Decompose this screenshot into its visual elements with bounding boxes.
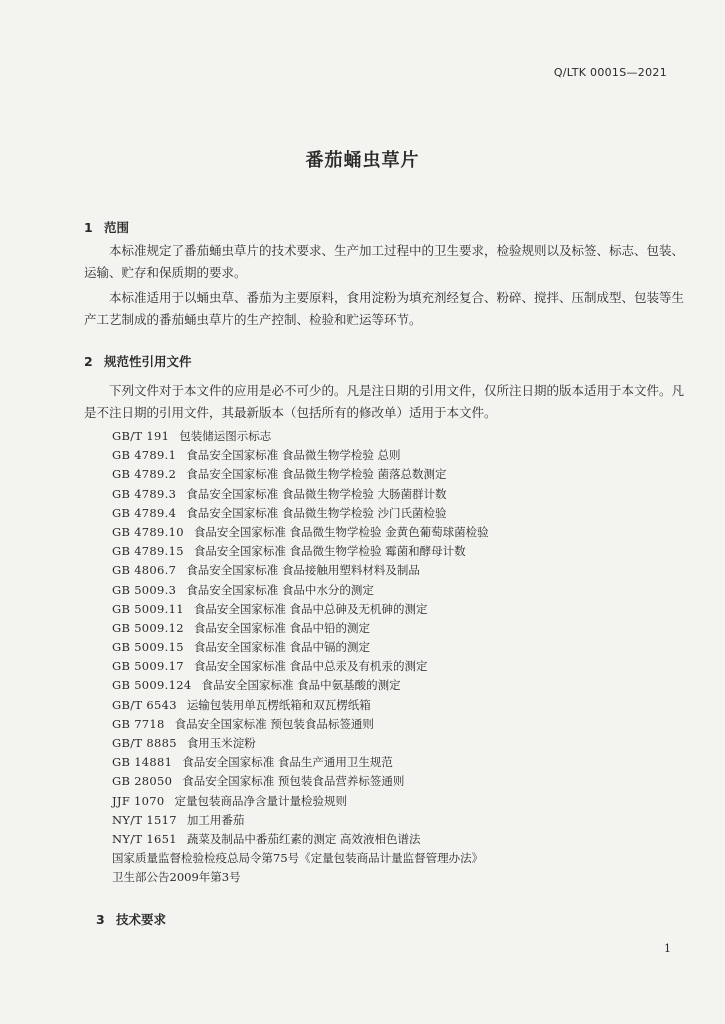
reference-title: 食品安全国家标准 食品微生物学检验 菌落总数测定 xyxy=(186,467,447,482)
section-number: 1 xyxy=(84,220,93,235)
reference-title: 食品安全国家标准 食品生产通用卫生规范 xyxy=(182,755,393,770)
reference-code: JJF 1070 xyxy=(112,793,165,808)
reference-item xyxy=(112,812,672,831)
reference-code: GB 5009.15 xyxy=(112,640,184,655)
reference-title: 食品安全国家标准 食品中水分的测定 xyxy=(186,582,374,597)
reference-title: 定量包装商品净含量计量检验规则 xyxy=(174,793,348,808)
reference-item xyxy=(112,447,672,466)
reference-item xyxy=(112,562,672,581)
reference-item xyxy=(112,793,672,812)
section-number: 2 xyxy=(84,354,93,369)
section-title: 范围 xyxy=(104,220,130,235)
reference-item xyxy=(112,543,672,562)
reference-title: 加工用番茄 xyxy=(186,812,245,827)
reference-code: GB/T 8885 xyxy=(112,736,177,750)
reference-code: GB 4789.15 xyxy=(112,544,184,559)
reference-code: GB 7718 xyxy=(112,716,165,731)
reference-item xyxy=(112,524,672,543)
reference-item xyxy=(112,582,672,601)
reference-title: 食品安全国家标准 食品中铅的测定 xyxy=(193,620,371,635)
reference-item xyxy=(112,505,672,524)
reference-item xyxy=(112,466,672,485)
reference-item xyxy=(112,697,672,716)
reference-item xyxy=(112,486,672,505)
reference-title: 国家质量监督检验检疫总局令第75号《定量包装商品计量监督管理办法》 xyxy=(112,851,484,866)
reference-title: 食品安全国家标准 食品微生物学检验 大肠菌群计数 xyxy=(186,486,447,501)
reference-code: GB 14881 xyxy=(112,755,173,770)
section-number: 3 xyxy=(96,912,105,927)
scope-paragraph-1: 本标准规定了番茄蛹虫草片的技术要求、生产加工过程中的卫生要求，检验规则以及标签、标志、包装、运输、贮存和保质期的要求。 xyxy=(84,243,685,280)
reference-item xyxy=(112,869,672,888)
section-1-heading xyxy=(84,218,129,236)
reference-item xyxy=(112,773,672,792)
section-title: 技术要求 xyxy=(116,912,167,927)
reference-title: 食用玉米淀粉 xyxy=(186,736,256,750)
scope-paragraph-2: 本标准适用于以蛹虫草、番茄为主要原料，食用淀粉为填充剂经复合、粉碎、搅拌、压制成型、包装等生产工艺制成的番茄蛹虫草片的生产控制、检验和贮运等环节。 xyxy=(84,290,685,327)
reference-title: 食品安全国家标准 食品中镉的测定 xyxy=(193,640,371,655)
reference-item xyxy=(112,639,672,658)
reference-code: GB 5009.17 xyxy=(112,659,184,674)
reference-code: NY/T 1651 xyxy=(112,831,177,846)
reference-title: 食品安全国家标准 食品微生物学检验 霉菌和酵母计数 xyxy=(193,544,466,559)
reference-item xyxy=(112,716,672,735)
reference-code: GB 4806.7 xyxy=(112,563,177,578)
reference-item xyxy=(112,601,672,620)
standard-code: Q/LTK 0001S—2021 xyxy=(553,66,667,79)
reference-title: 食品安全国家标准 食品微生物学检验 沙门氏菌检验 xyxy=(186,505,447,520)
reference-code: GB/T 6543 xyxy=(112,697,177,712)
page-number: 1 xyxy=(664,942,671,955)
reference-title: 食品安全国家标准 预包装食品营养标签通则 xyxy=(182,774,405,789)
reference-code: GB 28050 xyxy=(112,774,173,789)
reference-item xyxy=(112,735,672,754)
reference-item xyxy=(112,658,672,677)
reference-title: 食品安全国家标准 食品中氨基酸的测定 xyxy=(201,678,401,693)
section-3-heading xyxy=(96,910,166,928)
reference-code: GB/T 191 xyxy=(112,429,170,443)
reference-code: GB 4789.4 xyxy=(112,505,177,520)
reference-title: 食品安全国家标准 预包装食品标签通则 xyxy=(174,716,374,731)
reference-code: GB 5009.3 xyxy=(112,582,177,597)
reference-item xyxy=(112,620,672,639)
reference-item xyxy=(112,428,672,447)
reference-item xyxy=(112,831,672,850)
reference-code: GB 4789.10 xyxy=(112,524,184,539)
reference-title: 卫生部公告2009年第3号 xyxy=(112,870,241,885)
section-2-heading xyxy=(84,352,192,370)
references-intro: 下列文件对于本文件的应用是必不可少的。凡是注日期的引用文件，仅所注日期的版本适用于本文件。凡是不注日期的引用文件，其最新版本（包括所有的修改单）适用于本文件。 xyxy=(84,383,685,420)
reference-code: GB 4789.3 xyxy=(112,486,177,501)
reference-code: GB 4789.2 xyxy=(112,467,177,482)
reference-title: 食品安全国家标准 食品中总汞及有机汞的测定 xyxy=(193,659,428,674)
reference-title: 食品安全国家标准 食品接触用塑料材料及制品 xyxy=(186,563,420,578)
reference-item xyxy=(112,677,672,696)
reference-code: GB 5009.12 xyxy=(112,620,184,635)
section-title: 规范性引用文件 xyxy=(104,354,192,369)
reference-title: 食品安全国家标准 食品微生物学检验 金黄色葡萄球菌检验 xyxy=(193,524,489,539)
reference-title: 食品安全国家标准 食品微生物学检验 总则 xyxy=(186,448,401,463)
reference-title: 食品安全国家标准 食品中总砷及无机砷的测定 xyxy=(193,601,428,616)
reference-code: GB 4789.1 xyxy=(112,448,177,463)
reference-title: 蔬菜及制品中番茄红素的测定 高效液相色谱法 xyxy=(186,831,421,846)
reference-item xyxy=(112,850,672,869)
reference-item xyxy=(112,754,672,773)
reference-title: 包装储运图示标志 xyxy=(179,429,272,443)
reference-code: GB 5009.124 xyxy=(112,678,192,693)
reference-code: NY/T 1517 xyxy=(112,812,177,827)
document-title: 番茄蛹虫草片 xyxy=(305,150,420,171)
reference-code: GB 5009.11 xyxy=(112,601,184,616)
reference-list xyxy=(112,428,672,889)
reference-title: 运输包装用单瓦楞纸箱和双瓦楞纸箱 xyxy=(186,697,371,712)
